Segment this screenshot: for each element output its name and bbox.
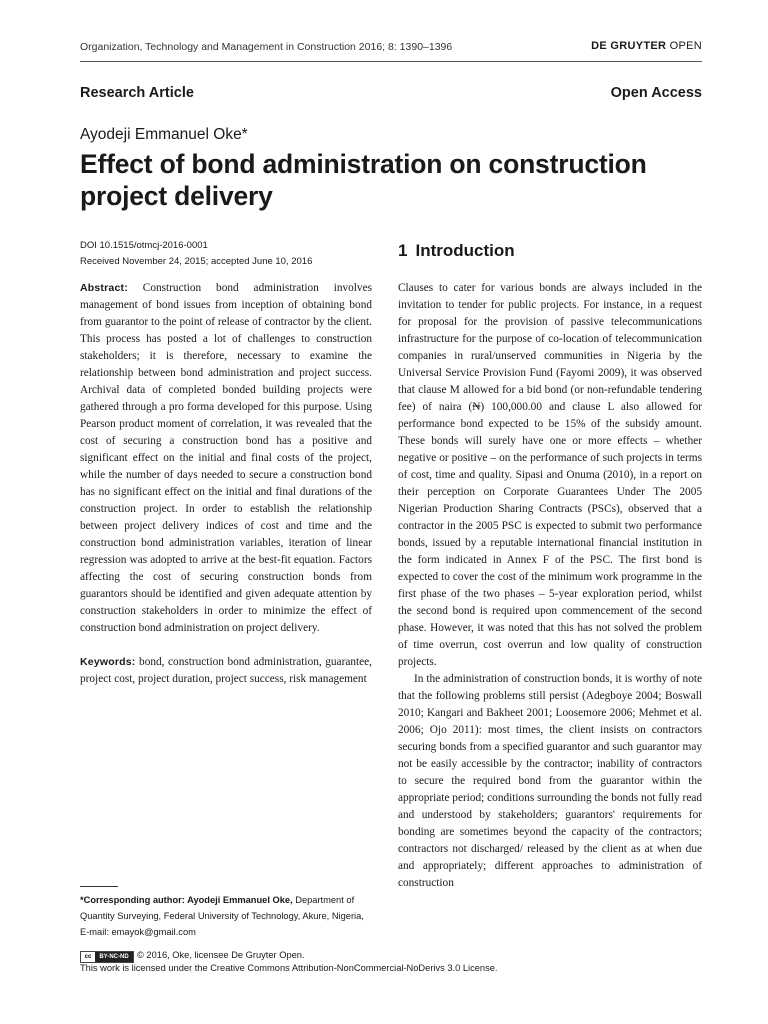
keywords — [80, 654, 372, 688]
corresponding-author-footnote — [80, 892, 372, 940]
doi[interactable]: DOI 10.1515/otmcj-2016-0001 — [80, 240, 208, 251]
copyright-notice: © 2016, Oke, licensee De Gruyter Open. — [137, 950, 305, 960]
footnote-text: Department of Quantity Surveying, Federal University of Technology, Akure, Nigeria, E-mail: emayok@gmail.com — [80, 895, 364, 937]
open-access-label: Open Access — [610, 85, 702, 101]
section-heading-introduction — [398, 241, 515, 261]
cc-icon: cc — [81, 952, 95, 962]
section-number: 1 — [398, 241, 408, 260]
abstract — [80, 280, 372, 637]
abstract-text: Construction bond administration involves management of bond issues from inception of obtaining bond from guarantor to the point of release of contractor by the client. This process has posted a lot of challenges to construction stakeholders; it is therefore, necessary to examine the relationship between bond administration and project success. Archival data of completed bonded building projects were gathered through a pro forma developed for this purpose. Using Pearson product moment of correlation, it was revealed that the cost of securing a construction bond has a positive and significant effect on the initial and final costs of the project, while the number of days needed to secure a construction bond has no significant effect on the initial and final durations of the construction project. In order to establish the relationship between project delivery indices of cost and time and the construction bond administration variables, iteration of linear regression was adopted to arrive at the best-fit equation. Factors affecting the cost of securing construction bonds from guarantors should be identified and given adequate attention by construction stakeholders in order to minimize the effect of construction bond administration on project delivery. — [80, 282, 372, 634]
right-column — [398, 280, 702, 892]
footnote-label: *Corresponding author: Ayodeji Emmanuel Oke, — [80, 895, 293, 905]
publisher-open: OPEN — [669, 40, 702, 52]
publisher-logo — [591, 40, 702, 52]
keywords-text: bond, construction bond administration, guarantee, project cost, project duration, project success, risk management — [80, 656, 372, 685]
keywords-label: Keywords: — [80, 656, 136, 668]
received-dates: Received November 24, 2015; accepted June 10, 2016 — [80, 256, 313, 267]
license-statement: This work is licensed under the Creative Commons Attribution-NonCommercial-NoDerivs 3.0 License. — [80, 963, 498, 973]
header-divider — [80, 61, 702, 62]
author-name: Ayodeji Emmanuel Oke* — [80, 126, 248, 143]
section-title: Introduction — [415, 241, 515, 260]
cc-terms-label: BY-NC-ND — [95, 952, 133, 962]
intro-paragraph-2: In the administration of construction bonds, it is worthy of note that the following problems still persist (Adegboye 2004; Boswall 2010; Kangari and Bakheet 2001; Loosemore 2006; Mehmet et al. 2006; Ojo 2011): most times, the client insists on contractors securing bonds from a specified guarantor and such guarantor may not be easily accessible by the contractor; inability of contractors to secure the required bond from the guarantor within the appropriate period; conditions surrounding the bonds not fully read and understood by stakeholders; guarantors' requirements for bonding are sometimes beyond the capacity of the contractors; contractors not discharged/ released by the client as at when due and appropriately; different approaches to administration of construction — [398, 673, 702, 889]
article-title: Effect of bond administration on construction project delivery — [80, 149, 647, 211]
article-type: Research Article — [80, 85, 194, 101]
abstract-label: Abstract: — [80, 282, 128, 294]
cc-license-badge[interactable] — [80, 951, 134, 963]
journal-citation: Organization, Technology and Management in Construction 2016; 8: 1390–1396 — [80, 41, 453, 53]
publisher-name: DE GRUYTER — [591, 40, 667, 52]
intro-paragraph-1: Clauses to cater for various bonds are always included in the invitation to tender for public projects. For instance, in a request for proposal for the provision of passive telecommunications infrastructure for the purpose of co-location of telecommunication companies in rural/unserved communities in Nigeria by the Universal Service Provision Fund (Fayomi 2009), it was observed that clause M allowed for a bid bond (or non-refundable tendering fee) of naira (₦) 100,000.00 and clause L also allowed for performance bond expected to be 15% of the subsidy amount. These bonds will surely have one or more effects – whether negative or positive – on the performance of such projects in terms of cost, time and quality. Sipasi and Onuma (2010), in a report on their perception on Corporate Guarantees Under The 2005 Nigerian Production Sharing Contracts (PSCs), observed that a contractor in the 2005 PSC is expected to submit two performance bonds, issued by a reputable international financial institution in the form indicated in Annex F of the PSC. The first bond is expected to cover the cost of the minimum work programme in the first phase of the two phases – 5-year exploration period, whilst the second bond is required upon commencement of the second phase. However, it was noted that this has not solved the problem of time overrun, cost overrun and low quality of construction projects. — [398, 282, 702, 668]
footnote-divider — [80, 886, 118, 887]
left-column — [80, 280, 372, 688]
